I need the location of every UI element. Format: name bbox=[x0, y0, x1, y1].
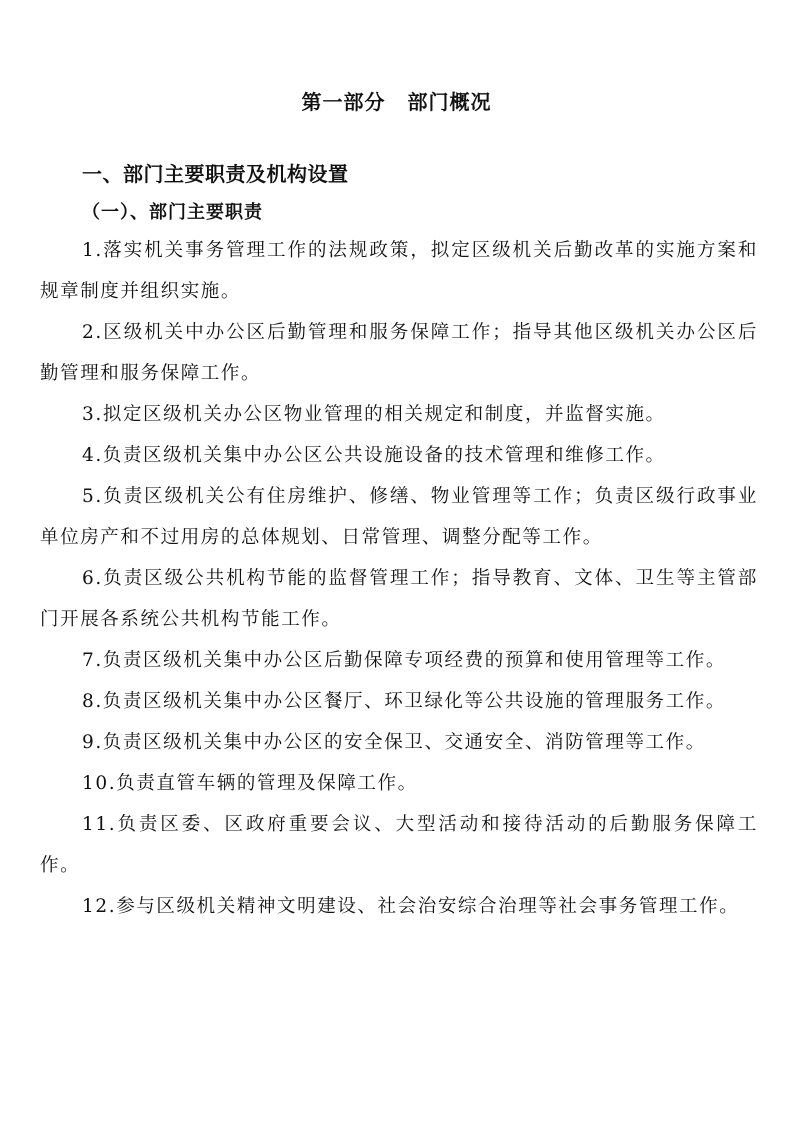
section-heading: 一、部门主要职责及机构设置 bbox=[82, 162, 349, 186]
duty-item-4: 4.负责区级机关集中办公区公共设施设备的技术管理和维修工作。 bbox=[82, 445, 666, 466]
duty-item-1: 1.落实机关事务管理工作的法规政策，拟定区级机关后勤改革的实施方案和规章制度并组织实施。 bbox=[40, 240, 758, 302]
duty-item-9: 9.负责区级机关集中办公区的安全保卫、交通安全、消防管理等工作。 bbox=[82, 732, 706, 753]
page-title bbox=[0, 88, 793, 116]
sub-heading: （一）、部门主要职责 bbox=[82, 202, 263, 223]
duty-item-11: 11.负责区委、区政府重要会议、大型活动和接待活动的后勤服务保障工作。 bbox=[40, 814, 758, 876]
duty-item-10: 10.负责直管车辆的管理及保障工作。 bbox=[82, 773, 418, 794]
duty-item-7: 7.负责区级机关集中办公区后勤保障专项经费的预算和使用管理等工作。 bbox=[82, 650, 726, 671]
duty-item-5: 5.负责区级机关公有住房维护、修缮、物业管理等工作；负责区级行政事业单位房产和不过用房的总体规划、日常管理、调整分配等工作。 bbox=[40, 486, 758, 548]
title-part: 第一部分 bbox=[301, 90, 386, 114]
duty-item-2: 2.区级机关中办公区后勤管理和服务保障工作；指导其他区级机关办公区后勤管理和服务保障工作。 bbox=[40, 322, 758, 384]
duty-item-3: 3.拟定区级机关办公区物业管理的相关规定和制度，并监督实施。 bbox=[82, 404, 666, 425]
duty-item-12: 12.参与区级机关精神文明建设、社会治安综合治理等社会事务管理工作。 bbox=[82, 896, 740, 917]
title-name: 部门概况 bbox=[407, 90, 492, 114]
duty-item-6: 6.负责区级公共机构节能的监督管理工作；指导教育、文体、卫生等主管部门开展各系统公共机构节能工作。 bbox=[40, 568, 758, 630]
duty-list bbox=[40, 230, 758, 927]
duty-item-8: 8.负责区级机关集中办公区餐厅、环卫绿化等公共设施的管理服务工作。 bbox=[82, 691, 726, 712]
